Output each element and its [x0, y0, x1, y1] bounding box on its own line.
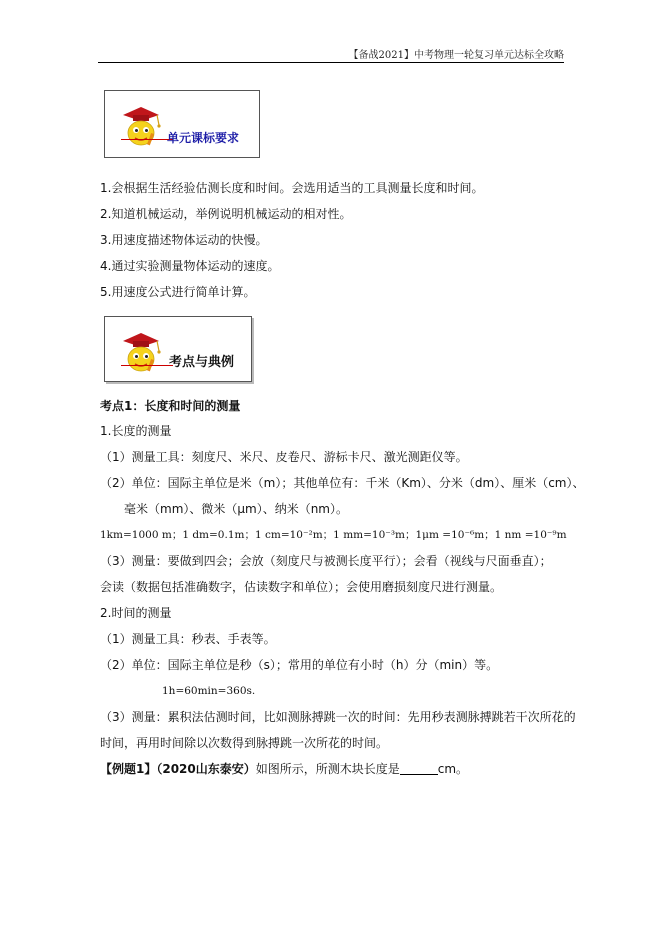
banner-underline — [121, 139, 173, 140]
length-units-line-1: （2）单位：国际主单位是米（m）；其他单位有：千米（Km）、分米（dm）、厘米（cm）、 — [100, 476, 585, 490]
time-tools: （1）测量工具：秒表、手表等。 — [100, 632, 276, 646]
mascot-graduate-icon — [119, 103, 163, 149]
keypoint-1-title: 考点1：长度和时间的测量 — [100, 399, 241, 413]
header-rule — [98, 62, 564, 63]
length-measure-line-1: （3）测量：要做到四会；会放（刻度尺与被测长度平行）；会看（视线与尺面垂直）； — [100, 554, 552, 568]
time-measure-line-1: （3）测量：累积法估测时间，比如测脉搏跳一次的时间：先用秒表测脉搏跳若干次所花的 — [100, 710, 576, 724]
mascot-graduate-icon — [119, 329, 163, 375]
example-1 — [100, 762, 468, 776]
time-conversion: 1h=60min=360s. — [162, 685, 256, 697]
length-units-line-2: 毫米（mm）、微米（μm）、纳米（nm）。 — [124, 502, 348, 516]
requirement-item-5: 5.用速度公式进行简单计算。 — [100, 285, 256, 299]
section-title-requirements: 单元课标要求 — [167, 131, 240, 145]
example-label: 【例题1】（2020山东泰安） — [100, 762, 256, 776]
banner-underline — [121, 365, 173, 366]
unit-conversions: 1km=1000 m；1 dm=0.1m；1 cm=10⁻²m；1 mm=10⁻³m；1μm =10⁻⁶m；1 nm =10⁻⁹m — [100, 529, 567, 541]
header-title: 【备战2021】中考物理一轮复习单元达标全攻略 — [348, 50, 564, 61]
length-measure-line-2: 会读（数据包括准确数字，估读数字和单位）；会使用磨损刻度尺进行测量。 — [100, 580, 503, 594]
time-units: （2）单位：国际主单位是秒（s）；常用的单位有小时（h）分（min）等。 — [100, 658, 499, 672]
requirement-item-1: 1.会根据生活经验估测长度和时间。会选用适当的工具测量长度和时间。 — [100, 181, 484, 195]
answer-blank — [400, 763, 438, 775]
section-title-examples: 考点与典例 — [169, 355, 235, 370]
section-banner-examples — [104, 316, 252, 382]
requirement-item-3: 3.用速度描述物体运动的快慢。 — [100, 233, 268, 247]
length-heading: 1.长度的测量 — [100, 424, 172, 438]
requirement-item-4: 4.通过实验测量物体运动的速度。 — [100, 259, 280, 273]
example-question: 如图所示，所测木块长度是 — [255, 762, 400, 776]
time-heading: 2.时间的测量 — [100, 606, 172, 620]
example-unit: cm。 — [437, 762, 469, 776]
time-measure-line-2: 时间，再用时间除以次数得到脉搏跳一次所花的时间。 — [100, 736, 389, 750]
requirement-item-2: 2.知道机械运动，举例说明机械运动的相对性。 — [100, 207, 352, 221]
length-tools: （1）测量工具：刻度尺、米尺、皮卷尺、游标卡尺、激光测距仪等。 — [100, 450, 468, 464]
section-banner-requirements — [104, 90, 260, 158]
